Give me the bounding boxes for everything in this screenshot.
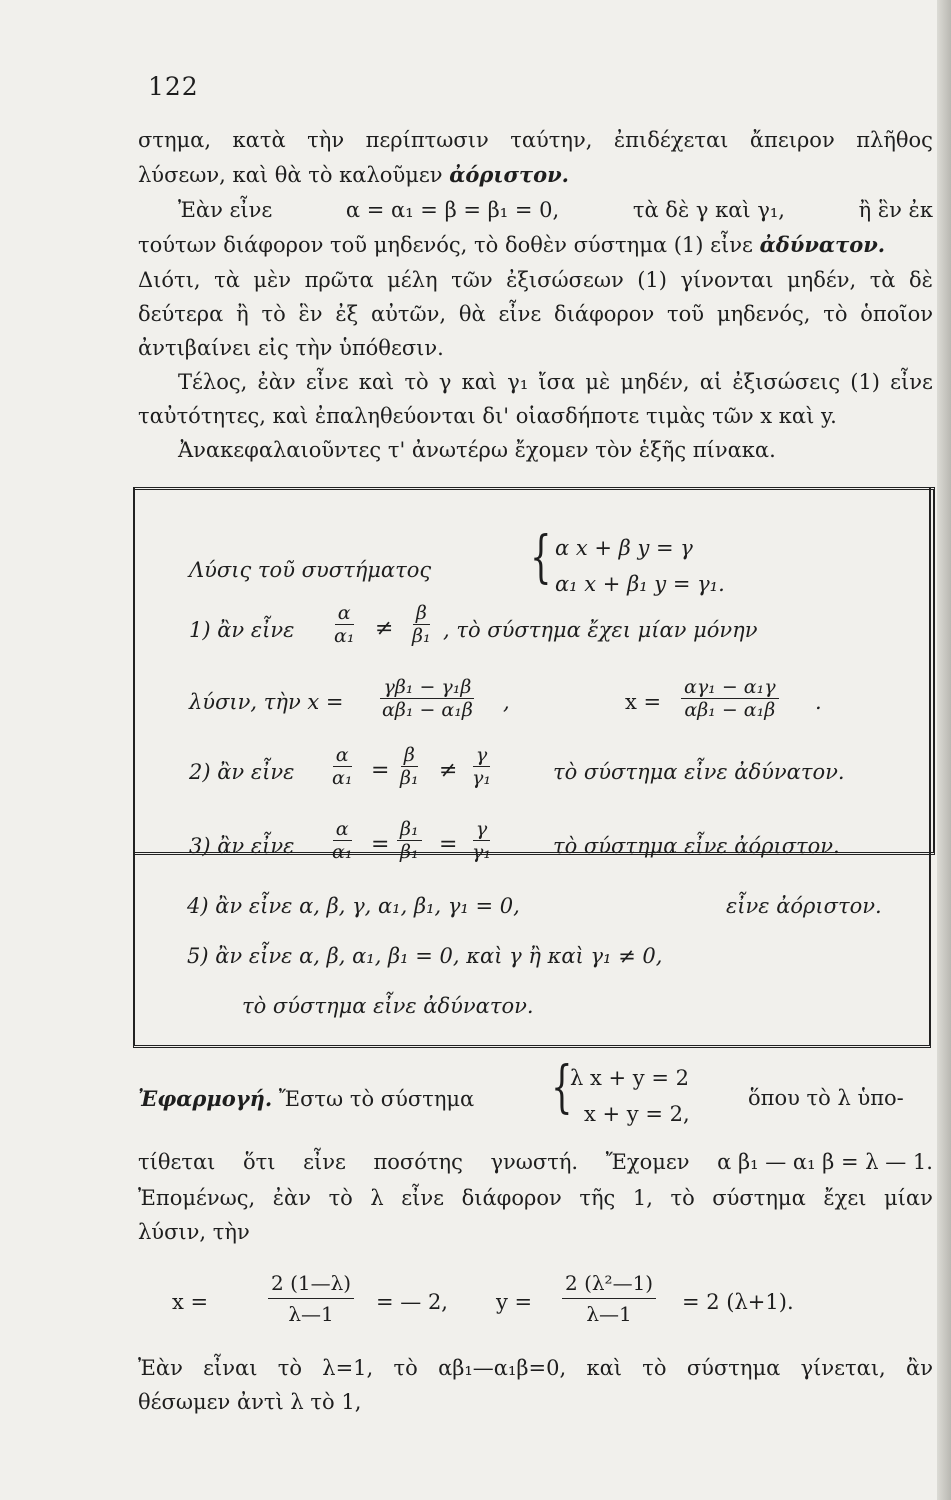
word: τὸ [393,1356,418,1380]
period: . [815,690,822,714]
denominator: α₁ [334,625,355,647]
word: θὰ [458,302,486,326]
word: τὸ [277,1356,302,1380]
word: ἢ [236,302,249,326]
word: καὶ [358,370,395,394]
fraction [397,744,422,789]
fraction [268,1268,354,1329]
word: ἐὰν [272,1186,311,1210]
text-line [138,232,885,257]
comma: , [503,690,510,714]
word: μίαν [884,1186,933,1210]
word: τὴν [307,128,345,152]
fraction [379,676,476,721]
word: ποσότης [373,1150,463,1174]
word: τίθεται [138,1150,216,1174]
denominator: λ—1 [288,1302,334,1326]
word: Ἔχομεν [605,1150,690,1174]
word: εἶνε [303,1150,346,1174]
word: εἶνε [305,370,349,394]
text: Ἔστω τὸ σύστημα [278,1087,475,1111]
word: τὸ [670,1186,695,1210]
text-line [138,162,569,187]
case-4-result: εἶνε ἀόριστον. [726,894,882,918]
summary-table [133,487,935,863]
case-1-label: 1) ἂν εἶνε [189,618,295,642]
word: αβ₁—α₁β=0, [438,1356,567,1380]
fraction [329,744,355,789]
word: τοῦ [667,302,705,326]
word: ἄπειρον [749,128,835,152]
word: μέλη [387,268,438,292]
word: ὅτι [243,1150,276,1174]
word: περίπτωσιν [365,128,489,152]
word: ἂν [906,1356,933,1380]
word: αὐτῶν, [370,302,447,326]
numerator: β [413,602,430,625]
text-line: θέσωμεν ἀντὶ λ τὸ 1, [138,1390,362,1414]
word: τῶν [451,268,493,292]
word: σύστημα [686,1356,781,1380]
word: μὲ [585,370,611,394]
word: ἐξισώσεις [732,370,841,394]
case-4-text: 4) ἂν εἶνε α, β, γ, α₁, β₁, γ₁ = 0, [187,894,520,918]
word: διάφορον [461,1186,562,1210]
word: ταύτην, [510,128,593,152]
fraction [397,818,422,863]
text-line [178,370,933,394]
neq-symbol: ≠ [375,616,394,641]
word: καὶ [461,370,498,394]
text: ἢ ἓν ἐκ [858,198,933,222]
case-1-text: , τὸ σύστημα ἔχει μίαν μόνην [443,618,758,642]
word: τὸ [261,302,286,326]
text: α = α₁ = β = β₁ = 0, [345,198,560,222]
fraction [331,602,357,647]
case-5-text: 5) ἂν εἶνε α, β, α₁, β₁ = 0, καὶ γ ἢ καὶ γ₁ ≠ 0, [187,944,663,968]
word: διάφορον [554,302,655,326]
application-line [138,1086,474,1111]
word: γνωστή. [490,1150,579,1174]
word: τὸ [328,1186,353,1210]
numerator: αγ₁ − α₁γ [681,676,779,699]
word: Ἐπομένως, [138,1186,256,1210]
application-label: Ἐφαρμογή. [138,1086,273,1111]
word: γ₁ [507,370,529,394]
text: λύσεων, καὶ θὰ τὸ καλοῦμεν [138,163,443,187]
word: κατὰ [232,128,286,152]
denominator: γ₁ [472,767,491,789]
equals-symbol: = [439,832,458,857]
system-equation-1: α x + β y = γ [555,536,693,560]
word: γίνονται [680,268,774,292]
word: ὁποῖον [860,302,933,326]
case-3-result: τὸ σύστημα εἶνε ἀόριστον. [553,834,840,858]
denominator: α₁ [332,841,353,863]
word: ἐπιδέχεται [613,128,729,152]
page-number: 122 [148,72,199,101]
system-equation-1: λ x + y = 2 [570,1066,689,1090]
equals-symbol: = [371,832,390,857]
word: γ [438,370,452,394]
table-heading: Λύσις τοῦ συστήματος [189,558,432,582]
word: εἶνε [890,370,933,394]
page-edge [937,0,951,1500]
word: δὲ [909,268,933,292]
word: (1) [850,370,880,394]
text: τὰ δὲ γ καὶ γ₁, [632,198,785,222]
word: τῆς [579,1186,616,1210]
solution-y-value: = 2 (λ+1). [682,1290,794,1314]
fraction [329,818,355,863]
numerator: γ [473,744,490,767]
case-5-result: τὸ σύστημα εἶνε ἀδύνατον. [242,994,534,1018]
numerator: α [333,818,352,841]
text: ὅπου τὸ λ ὑπο- [748,1086,904,1110]
word: ἐξισώσεων [506,268,624,292]
text-line [178,198,933,222]
denominator: αβ₁ − α₁β [382,699,473,721]
word: μηδενός, [716,302,811,326]
numerator: β₁ [397,818,422,841]
text-line: Ἀνακεφαλαιοῦντες τ' ἀνωτέρω ἔχομεν τὸν ἑξῆς πίνακα. [178,438,776,462]
fraction [409,602,434,647]
word: ἔχει [823,1186,867,1210]
numerator: α [335,602,354,625]
text: τούτων διάφορον τοῦ μηδενός, τὸ δοθὲν σύστημα (1) εἶνε [138,233,753,257]
word: μὲν [253,268,292,292]
word: Ἐὰν [138,1356,183,1380]
word: τὰ [869,268,896,292]
numerator: γβ₁ − γ₁β [380,676,474,699]
word: ἴσα [538,370,576,394]
denominator: β₁ [400,767,419,789]
text-line [138,1356,933,1380]
word: καὶ [586,1356,623,1380]
case-1-second-label: x = [625,690,662,714]
numerator: γ [473,818,490,841]
fraction [562,1268,656,1329]
emphasis: ἀδύνατον. [759,232,886,257]
word: δεύτερα [138,302,224,326]
word: εἶνε [401,1186,445,1210]
system-equation-2: x + y = 2, [584,1102,690,1126]
word: εἶνε [498,302,542,326]
text-line [138,1150,933,1174]
word: τὸ [404,370,429,394]
system-equation-2: α₁ x + β₁ y = γ₁. [555,572,725,596]
word: ἐὰν [257,370,296,394]
word: (1) [637,268,667,292]
denominator: γ₁ [472,841,491,863]
text-line [138,302,933,326]
system-brace: { [530,525,552,590]
word: λ [370,1186,384,1210]
numerator: 2 (λ²—1) [562,1268,656,1299]
word: 1, [632,1186,653,1210]
text-line: λύσιν, τὴν [138,1220,250,1244]
word: ἓν [298,302,323,326]
numerator: α [333,744,352,767]
denominator: αβ₁ − α₁β [684,699,776,721]
system-brace: { [551,1055,573,1120]
text-line: ταὐτότητες, καὶ ἐπαληθεύονται δι' οἱασδήποτε τιμὰς τῶν x καὶ y. [138,404,837,428]
fraction [681,676,779,721]
text-line [138,268,933,292]
solution-x-value: = — 2, [376,1290,448,1314]
word: εἶναι [203,1356,258,1380]
word: τὰ [214,268,240,292]
word: αἱ [699,370,723,394]
word: Τέλος, [178,370,248,394]
emphasis: ἀόριστον. [449,162,569,187]
neq-symbol: ≠ [439,758,458,783]
fraction [469,744,494,789]
word: γίνεται, [800,1356,886,1380]
equals-symbol: = [371,758,390,783]
word: τὸ [823,302,848,326]
solution-y-label: y = [496,1290,533,1314]
fraction [469,818,494,863]
numerator: 2 (1—λ) [268,1268,354,1299]
case-3-label: 3) ἂν εἶνε [189,834,295,858]
case-2-label: 2) ἂν εἶνε [189,760,295,784]
numerator: β [401,744,418,767]
denominator: β₁ [412,625,431,647]
solution-x-label: x = [172,1290,209,1314]
denominator: β₁ [400,841,419,863]
case-2-result: τὸ σύστημα εἶνε ἀδύνατον. [553,760,845,784]
text-line [138,1186,933,1210]
word: τὸ [642,1356,667,1380]
word: Διότι, [138,268,201,292]
word: λ=1, [322,1356,374,1380]
word: πλῆθος [856,128,933,152]
word: μηδέν, [620,370,690,394]
text-line [138,128,933,152]
denominator: λ—1 [586,1302,632,1326]
word: ἐξ [335,302,359,326]
word: μηδέν, [786,268,857,292]
word: α β₁ — α₁ β = λ — 1. [717,1150,933,1174]
text: Ἐὰν εἶνε [178,198,273,222]
case-1-solution-label: λύσιν, τὴν x = [189,690,344,714]
word: στημα, [138,128,212,152]
word: πρῶτα [304,268,374,292]
word: σύστημα [712,1186,806,1210]
denominator: α₁ [332,767,353,789]
text-line: ἀντιβαίνει εἰς τὴν ὑπόθεσιν. [138,336,444,360]
